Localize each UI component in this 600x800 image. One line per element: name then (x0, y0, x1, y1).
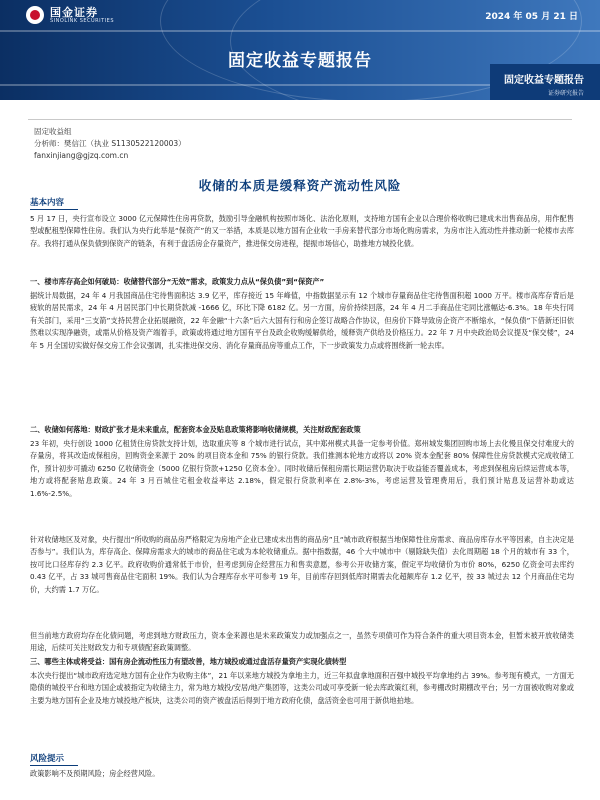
report-date: 2024 年 05 月 21 日 (485, 12, 578, 22)
header-divider (28, 119, 572, 120)
brand-text (50, 7, 114, 24)
category-label: 固定收益组 (34, 127, 72, 136)
department-label: 证券研究报告 (547, 90, 584, 97)
paragraph-risk: 政策影响不及预期风险；房企经营风险。 (30, 769, 160, 778)
side-title: 固定收益专题报告 (504, 75, 584, 86)
banner-stripe (0, 30, 600, 32)
report-banner (0, 0, 600, 100)
paragraph-heading-2: 二、收储如何落地：财政扩张才是未来重点，配套资本金及贴息政策将影响收储规模，关注财政配套政策 (30, 425, 361, 434)
section-title-basic: 基本内容 (30, 198, 65, 208)
paragraph-body-2: 23 年初，央行创设 1000 亿租赁住房贷款支持计划，选取重庆等 8 个城市进行试点，其中郑州模式具备一定参考价值。郑州城发集团回购市场上去化慢且保交付难度大的存量房，将其改造成保租房，回购资金来源于 20% 的项目资本金和 75% 的银行贷款。我们推测本轮地方或将以 20% 资本金配套 80% 保障性住房贷款模式完成收储工作，预计初步可撬动 6250 亿收储资金（5000 亿银行贷款+1250 亿资本金）。同时收储后保租房需长期运营仍取决于收益能否覆盖成本，考虑到保租房后续运营成本等，地方或将配套贴息政策。24 年 3 月百城住宅租金收益率达 2.18%，假定银行贷款利率在 2.8%-3%，考虑运营及管理费用后，我们预计贴息及运营补助或达 1.6%-2.5%。 (30, 439, 574, 498)
brand-cn: 国金证券 (50, 5, 98, 19)
brand-en: SINOLINK SECURITIES (50, 17, 114, 24)
banner-title: 固定收益专题报告 (228, 51, 372, 71)
logo-icon (26, 6, 44, 24)
brand-logo (26, 6, 114, 24)
section-title-risk: 风险提示 (30, 754, 65, 764)
paragraph-body-1: 据统计局数据，24 年 4 月我国商品住宅待售面积达 3.9 亿平，库存接近 15 年峰值，中指数据显示有 12 个城市存量商品住宅待售面积超 1000 万平。楼市高库存背后是疲软的居民需求，24 年 4 月居民部门中长期贷款减 -1666 亿，环比下降 6182 亿。另一方面，房价持续回落，24 年 4 月二手商品住宅同比涨幅达-6.3%。18 年央行同有关部门，采用“三支箭”支持民营企业拓展融资，22 年金融“十六条”后六大国有行和房企签订战略合作协议，但房价下降导致房企资产不断缩水，“保负债”下借新还旧依然难以实现净融资，或需从价格及资产端着手，政策或将通过地方国有平台及政企收购缓解供给，缓释资产供给及价格压力。22 年 7 月中央政治局会议提及“保交楼”，24 年 5 月全国切实做好保交房工作会议强调，扎实推进保交房、消化存量商品房等重点工作，下一步政策发力点或将围绕新一轮去库。 (30, 291, 574, 350)
paragraph-body-3: 针对收储地区及对象，央行提出“所收购的商品房严格限定为房地产企业已建成未出售的商品房”且“城市政府根据当地保障性住房需求、商品房库存水平等因素，自主决定是否参与”。我们认为，库存高企、保障房需求大的城市的商品住宅或为本轮收储重点。据中指数据，46 个大中城市中（剔除缺失值）去化周期超 18 个月的城市有 33 个，按可比口径库存约 2.3 亿平。政府收购价通常低于市价，但考虑到房企经营压力和售卖意愿，参考公开收储方案，假定平均收储价为市价 80%，6250 亿资金可去库约 0.43 亿平，占 33 城可售商品住宅面积 19%。我们认为合理库存水平可参考 19 年，目前库存回到低库时期需去化超额库存 1.2 亿平，按 33 城过去 12 个月商品住宅均价，大约需 1.7 万亿。 (30, 535, 574, 594)
analyst-email[interactable]: fanxinjiang@gjzq.com.cn (34, 151, 129, 160)
paragraph-intro: 5 月 17 日，央行宣布设立 3000 亿元保障性住房再贷款，鼓励引导金融机构按照市场化、法治化原则，支持地方国有企业以合理价格收购已建成未出售商品房，用作配售型或配租型保障性住房。我们认为央行此举是“保资产”的又一举措，本质是以地方国有企业收一手房来替代部分市场化购房需求，为房市注入流动性并推动新一轮楼市去库存。我将打通从保负债到保资产的链条，有利于盘活房企存量资产，推进保交房进程，提振市场信心，助推地方城投化债。 (30, 214, 574, 248)
analyst-info: 分析师：樊信江（执业 S1130522120003） (34, 139, 186, 148)
paragraph-heading-1: 一、楼市库存高企如何破局：收储替代部分“无效”需求，政策发力点从“保负债”到“保资产” (30, 277, 325, 286)
paragraph-body-5: 本次央行提出“城市政府选定地方国有企业作为收购主体”，21 年以来地方城投为拿地主力，近三年拟盘拿地面积百强中城投平均拿地约占 39%。参考现有模式，一方面无隐债的城投平台和地方国企或被指定为收储主力，常为地方城投/安居/地产集团等，这类公司或可享受新一轮去库政策红利，参考棚改时期棚改平台；另一方面被收购对象或主要为地方国有企业及地方城投地产板块，这类公司的资产被盘活后得到于地方政府化债，盘活资金也可用于新供地拍地。 (30, 671, 574, 705)
paragraph-heading-3: 三、哪些主体或将受益：国有房企流动性压力有望改善，地方城投或通过盘活存量资产实现化债转型 (30, 657, 347, 666)
document-title: 收储的本质是缓释资产流动性风险 (198, 178, 402, 193)
paragraph-body-4: 但当前地方政府均存在化债问题，考虑到地方财政压力，资本金来源也是未来政策发力或加强点之一，虽然专项债可作为符合条件的重大项目资本金，但暂未被开放收储类用途，后续可关注财政发力和专项债配套政策调整。 (30, 631, 574, 653)
